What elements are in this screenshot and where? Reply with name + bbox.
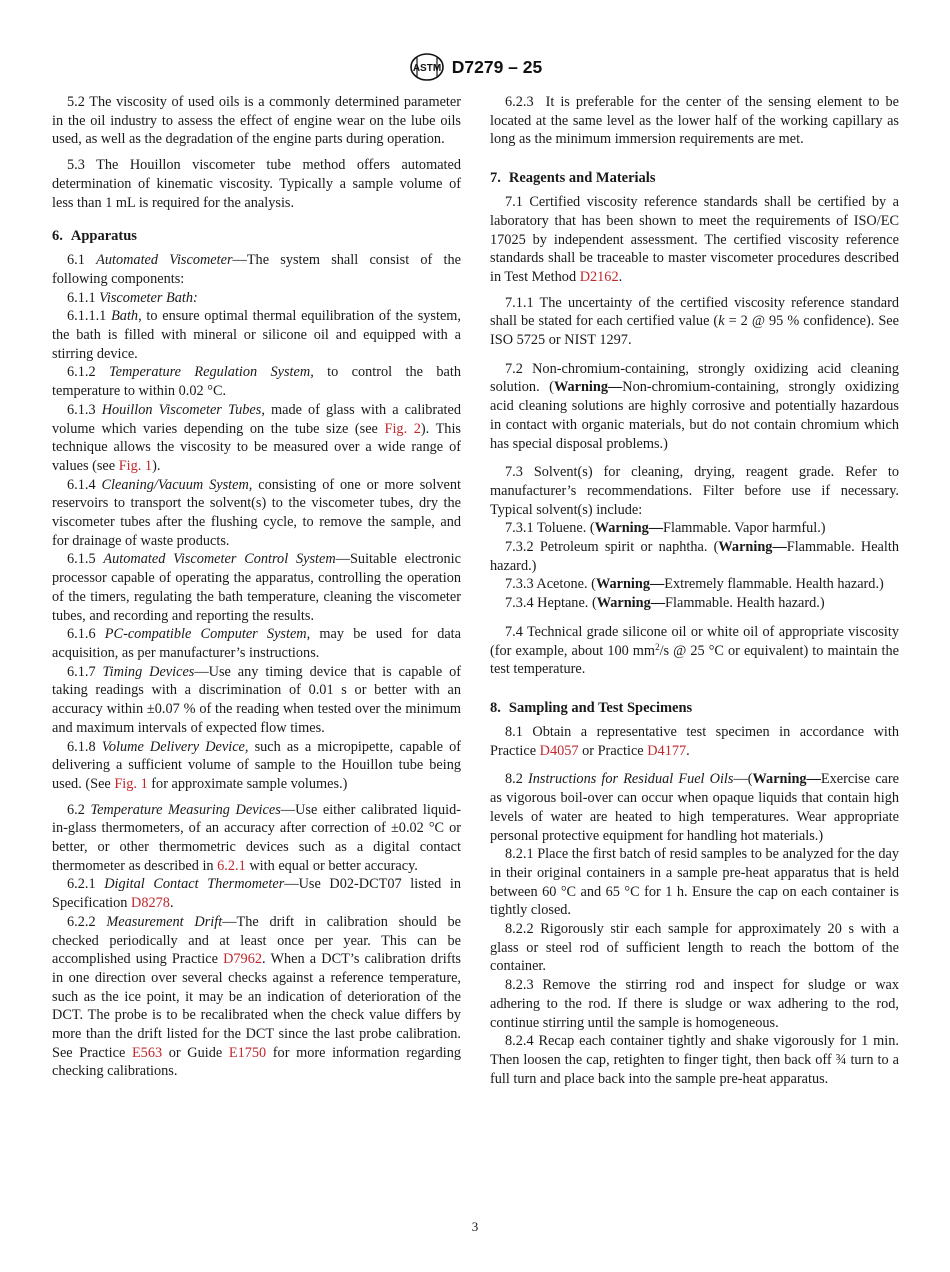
paragraph-7-3-3	[490, 575, 899, 594]
section-number: 7.	[490, 170, 501, 187]
paragraph-text: . When a DCT’s calibration drifts in one direction over several checks against a reference temperature, such as the ice point, it may be an indication of deterioration of the DCT. The probe is to be recalibrated when the check value differs by more than the drift listed for the DCT since the last probe calibration. See Practice	[52, 951, 461, 1061]
paragraph-text: for approximate sample volumes.)	[147, 775, 348, 792]
paragraph-text: consisting of one or more solvent reservoirs to transport the solvent(s) to the viscometer tubes, dry the viscometer tubes after the flushing cycle, to remove the sample, and for drainage of waste products.	[52, 476, 461, 549]
section-number: 6.1.2	[67, 364, 96, 381]
section-number: 8.2.4	[505, 1033, 534, 1050]
section-number: 7.3.3	[505, 576, 534, 593]
section-number: 6.1.6	[67, 626, 96, 643]
section-title: Reagents and Materials	[508, 170, 656, 187]
section-number: 7.3.4	[505, 595, 534, 612]
term-title: Houillon Viscometer Tubes,	[101, 401, 265, 418]
paragraph-8-2-4	[490, 1032, 899, 1088]
paragraph-text: —The drift in calibration should be checked periodically and at least once per year. This can be accomplished using Practice	[52, 913, 462, 968]
section-number: 6.2	[67, 801, 85, 818]
paragraph-text: Solvent(s) for cleaning, drying, reagent grade. Refer to manufacturer’s recommendations. Filter before use if necessary. Typical solvent(s) include:	[490, 464, 900, 518]
page-header	[0, 52, 950, 82]
section-number: 7.4	[505, 623, 523, 640]
link-d7962[interactable]: D7962	[223, 951, 262, 968]
paragraph-text: Flammable. Health hazard.)	[665, 595, 825, 612]
paragraph-text: Petroleum spirit or naphtha. (	[539, 539, 719, 556]
paragraph-text: —(	[733, 771, 753, 788]
link-fig-2[interactable]: Fig. 2	[384, 420, 421, 437]
astm-logo-icon	[408, 52, 446, 82]
paragraph-6-1-6	[52, 625, 461, 662]
link-e563[interactable]: E563	[131, 1044, 163, 1061]
section-number: 6.	[52, 228, 63, 245]
paragraph-text: or Practice	[578, 742, 648, 759]
section-title: Sampling and Test Specimens	[508, 699, 693, 716]
paragraph-text: Rigorously stir each sample for approximately 20 s with a glass or steel rod of sufficient length to reach the bottom of the container.	[490, 921, 899, 975]
paragraph-text: = 2 @ 95 % confidence). See ISO 5725 or NIST 1297.	[490, 313, 899, 349]
section-number: 7.1	[505, 194, 523, 211]
paragraph-text: may be used for data acquisition, as per manufacturer’s instructions.	[52, 626, 462, 661]
paragraph-text: —Use D02-DCT07 listed in Specification	[52, 876, 462, 912]
term-title: PC-compatible Computer System,	[104, 626, 311, 643]
section-number: 8.	[490, 699, 501, 716]
paragraph-7-1-1	[490, 294, 899, 350]
paragraph-text: Flammable. Vapor harmful.)	[663, 520, 826, 537]
section-number: 6.1.7	[67, 663, 96, 680]
section-number: 6.1	[67, 252, 85, 269]
paragraph-text: The viscosity of used oils is a commonly determined parameter in the oil industry to assess the effect of engine wear on the lube oils used, as well as the degradation of the engine parts during operation.	[52, 94, 461, 148]
paragraph-text: Obtain a representative test specimen in accordance with Practice	[490, 723, 899, 759]
section-number: 7.3	[505, 464, 523, 481]
paragraph-text: Non-chromium-containing, strongly oxidizing acid cleaning solution. (	[490, 360, 899, 396]
section-number: 6.2.3	[505, 94, 534, 110]
paragraph-text: to control the bath temperature to within 0.02 °C.	[52, 364, 461, 400]
paragraph-text: Toluene. (	[536, 520, 595, 537]
term-title: Automated Viscometer Control System	[103, 551, 336, 568]
paragraph-text: The uncertainty of the certified viscosity reference standard shall be stated for each certified value (	[490, 294, 899, 330]
term-title: Measurement Drift	[106, 913, 223, 930]
link-d8278[interactable]: D8278	[131, 895, 170, 912]
section-number: 5.2	[67, 94, 85, 110]
paragraph-text: Remove the stirring rod and inspect for sludge or wax adhering to the rod. If there is sludge or wax adhering to the rod, continue stirring until the sample is homogeneous.	[490, 977, 900, 1031]
paragraph-text: ).	[152, 457, 161, 474]
paragraph-text: Acetone. (	[536, 576, 596, 593]
term-title: Instructions for Residual Fuel Oils	[527, 771, 734, 788]
paragraph-8-2	[490, 770, 899, 845]
paragraph-text: Place the first batch of resid samples to be analyzed for the day in their original containers in a sample pre-heat apparatus that is held between 60 °C and 65 °C for 1 h. Ensure the cap on each container is tightly closed.	[490, 846, 899, 919]
section-number: 6.1.1	[67, 289, 96, 306]
link-fig-1[interactable]: Fig. 1	[114, 775, 148, 792]
warning-label: Warning—	[553, 379, 623, 396]
paragraph-text: Extremely flammable. Health hazard.)	[664, 576, 884, 593]
warning-label: Warning—	[596, 595, 666, 612]
paragraph-text: Exercise care as vigorous boil-over can occur when opaque liquids that contain high levels of water are heated to high temperatures. Wear appropriate personal protective equipment for handling hot materials.)	[490, 771, 899, 844]
section-number: 7.3.1	[505, 520, 534, 537]
paragraph-6-1-3	[52, 401, 461, 476]
paragraph-7-4	[490, 623, 899, 679]
paragraph-6-1-2	[52, 363, 461, 400]
section-number: 8.2	[505, 771, 523, 788]
paragraph-6-1-4	[52, 476, 461, 551]
section-number: 5.3	[67, 157, 85, 174]
right-column	[490, 93, 899, 1088]
paragraph-text: with equal or better accuracy.	[245, 857, 418, 874]
paragraph-text: Recap each container tightly and shake vigorously for 1 min. Then loosen the cap, retighten to finger tight, then back off ¾ turn to a full turn and place back into the sample pre-heat apparatus.	[490, 1033, 899, 1087]
paragraph-8-1	[490, 723, 899, 760]
paragraph-text: The Houillon viscometer tube method offers automated determination of kinematic viscosity. Typically a sample volume of less than 1 mL is required for the analysis.	[52, 157, 462, 211]
section-number: 7.1.1	[505, 294, 534, 311]
document-designation: D7279 – 25	[451, 56, 543, 77]
paragraph-text: Flammable. Health hazard.)	[490, 539, 899, 574]
paragraph-6-2-1	[52, 875, 461, 912]
link-e1750[interactable]: E1750	[228, 1044, 267, 1061]
section-number: 6.2.2	[67, 913, 96, 930]
section-number: 7.3.2	[505, 539, 534, 556]
warning-label: Warning—	[595, 576, 665, 593]
paragraph-6-1-7	[52, 663, 461, 738]
paragraph-text: It is preferable for the center of the sensing element to be located at the same level as the lower half of the working capillary as long as the minimum immersion requirements are met.	[490, 94, 899, 148]
paragraph-7-2	[490, 360, 899, 454]
link-d4057[interactable]: D4057	[539, 742, 579, 759]
section-number: 7.2	[505, 360, 523, 377]
paragraph-8-2-2	[490, 920, 899, 976]
paragraph-6-2-3	[490, 93, 899, 149]
paragraph-6-1-1	[52, 289, 461, 308]
paragraph-7-3	[490, 463, 899, 519]
paragraph-6-2-2	[52, 913, 461, 1081]
paragraph-text: .	[169, 895, 174, 912]
section-number: 6.1.3	[67, 401, 96, 418]
warning-label: Warning—	[752, 771, 821, 788]
section-number: 6.1.5	[67, 551, 96, 568]
paragraph-text: Heptane. (	[537, 595, 597, 612]
paragraph-text: .	[686, 742, 690, 759]
paragraph-text: Technical grade silicone oil or white oil of appropriate viscosity (for example, about 100 mm	[490, 623, 899, 659]
paragraph-6-2	[52, 801, 461, 876]
paragraph-6-1-1-1	[52, 307, 461, 363]
paragraph-text: to ensure optimal thermal equilibration of the system, the bath is filled with mineral or silicone oil and equipped with a stirring device.	[52, 308, 461, 362]
section-number: 6.1.8	[67, 738, 96, 755]
link-d4177[interactable]: D4177	[647, 742, 687, 759]
paragraph-text: —Use either calibrated liquid-in-glass thermometers, of an accuracy after correction of ±0.02 °C or better, or other thermometric devices such as a digital contact thermometer as described in	[52, 801, 461, 874]
section-number: 6.1.1.1	[67, 308, 107, 325]
paragraph-text: ). This technique allows the viscosity to be measured over a wide range of values (see	[52, 420, 461, 474]
left-column	[52, 93, 461, 1081]
term-title: Temperature Measuring Devices	[90, 801, 281, 818]
section-number: 8.2.2	[505, 921, 534, 938]
section-number: 8.1	[505, 723, 523, 740]
paragraph-7-3-4	[490, 594, 899, 613]
paragraph-text: made of glass with a calibrated volume which varies depending on the tube size (see	[52, 401, 462, 437]
warning-label: Warning—	[718, 539, 787, 556]
paragraph-text: for more information regarding checking calibrations.	[52, 1044, 461, 1080]
paragraph-text: .	[618, 268, 623, 285]
paragraph-7-3-1	[490, 519, 899, 538]
term-title: Timing Devices	[102, 663, 195, 680]
term-title: Viscometer Bath:	[99, 289, 198, 306]
link-fig-1[interactable]: Fig. 1	[118, 457, 153, 474]
paragraph-text: Non-chromium-containing, strongly oxidizing acid cleaning solutions are highly corrosive and potentially hazardous in contact with organic materials, but do not contain chromium which has special disposal problems.)	[490, 379, 899, 452]
paragraph-6-1-8	[52, 738, 461, 794]
paragraph-text: or Guide	[162, 1044, 229, 1061]
term-title: Bath,	[111, 308, 142, 325]
paragraph-text: —Use any timing device that is capable of taking readings with a discrimination of 0.01 s or better with an accuracy within ±0.07 % of the reading when tested over the minimum and maximum intervals of expected flow times.	[52, 663, 462, 736]
paragraph-5-3	[52, 156, 461, 212]
variable-k: k	[718, 313, 725, 330]
paragraph-6-1	[52, 251, 461, 288]
term-title: Temperature Regulation System,	[108, 364, 314, 381]
section-heading-7	[490, 169, 899, 187]
term-title: Volume Delivery Device,	[101, 738, 249, 755]
paragraph-text: such as a micropipette, capable of delivering a sufficient volume of sample to the Houillon tube being used. (See	[52, 738, 461, 792]
section-number: 6.2.1	[67, 876, 96, 893]
paragraph-5-2	[52, 93, 461, 149]
paragraph-text: /s @ 25 °C or equivalent) to maintain the test temperature.	[490, 642, 899, 678]
svg-text:ASTM: ASTM	[412, 63, 441, 74]
section-heading-8	[490, 699, 899, 717]
section-number: 8.2.3	[505, 977, 534, 994]
term-title: Cleaning/Vacuum System,	[101, 476, 253, 493]
section-number: 8.2.1	[505, 846, 534, 863]
link-d2162[interactable]: D2162	[579, 268, 619, 285]
paragraph-6-1-5	[52, 550, 461, 625]
paragraph-text: Certified viscosity reference standards shall be certified by a laboratory that has been shown to meet the requirements of ISO/EC 17025 by independent assessment. The certified viscosity reference standards shall be traceable to master viscometer procedures described in Test Method	[490, 194, 899, 285]
paragraph-8-2-3	[490, 976, 899, 1032]
paragraph-text: —Suitable electronic processor capable of operating the apparatus, controlling the operation of the timers, regulating the bath temperature, cleaning the viscometer tubes, and recording and reporting the results.	[52, 551, 462, 624]
superscript: 2	[655, 641, 660, 652]
section-number: 6.1.4	[67, 476, 96, 493]
warning-label: Warning—	[594, 520, 664, 537]
link-section-6-2-1[interactable]: 6.2.1	[217, 857, 246, 874]
paragraph-8-2-1	[490, 845, 899, 920]
section-title: Apparatus	[70, 228, 137, 245]
paragraph-text: —The system shall consist of the following components:	[52, 252, 461, 287]
term-title: Automated Viscometer	[96, 252, 233, 269]
paragraph-7-3-2	[490, 538, 899, 575]
paragraph-7-1	[490, 193, 899, 287]
section-heading-6	[52, 227, 461, 245]
term-title: Digital Contact Thermometer	[104, 876, 285, 893]
page-number: 3	[471, 1219, 479, 1234]
